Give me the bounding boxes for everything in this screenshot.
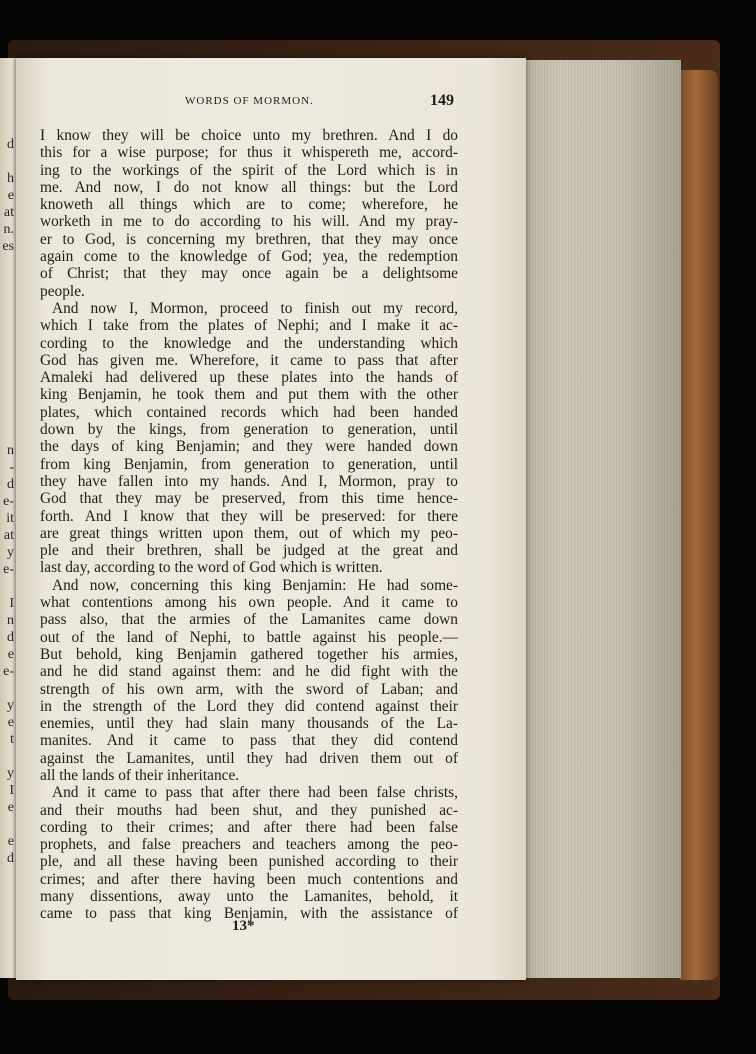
- facing-page-fragment: d: [7, 851, 14, 866]
- facing-page-fragment: [0, 680, 14, 697]
- facing-page-fragment: [0, 408, 14, 425]
- page-block-edge: [522, 60, 681, 978]
- running-head: WORDS OF MORMON.: [185, 95, 314, 107]
- text-line: knoweth all things which are to come; wherefore, he: [40, 196, 458, 214]
- text-line: cording to the knowledge and the understanding which: [40, 334, 458, 352]
- facing-page-fragment: t: [10, 732, 14, 747]
- text-line: again come to the knowledge of God; yea, the redemption: [40, 248, 458, 266]
- text-line: the days of king Benjamin; and they were handed down: [40, 438, 458, 456]
- text-line: God that they may be preserved, from this time hence-: [40, 490, 458, 508]
- facing-page-fragment: [0, 323, 14, 340]
- facing-page-fragment: e: [7, 715, 14, 730]
- text-line: and their mouths had been shut, and they punished ac-: [40, 801, 458, 819]
- text-line: which I take from the plates of Nephi; and I make it ac-: [40, 317, 458, 335]
- text-line: But behold, king Benjamin gathered together his armies,: [40, 645, 458, 663]
- facing-page-fragment: e: [7, 647, 14, 662]
- text-line: I know they will be choice unto my brethren. And I do: [40, 127, 458, 144]
- text-line: pass also, that the armies of the Lamanites came down: [40, 611, 458, 629]
- text-line: God has given me. Wherefore, it came to pass that after: [40, 351, 458, 369]
- text-line: from king Benjamin, from generation to generation, until: [40, 455, 458, 473]
- facing-page-fragments: [0, 136, 14, 867]
- facing-page-fragment: at: [3, 528, 14, 543]
- text-line: in the strength of the Lord they did contend against their: [40, 697, 458, 715]
- text-line: against the Lamanites, until they had driven them out of: [40, 749, 458, 767]
- text-line: ing to the workings of the spirit of the Lord which is in: [40, 161, 458, 179]
- facing-page-fragment: es: [2, 239, 14, 254]
- text-line: all the lands of their inheritance.: [40, 766, 240, 784]
- facing-page-fragment: [0, 425, 14, 442]
- text-line: And it came to pass that after there had been false christs,: [52, 784, 458, 802]
- facing-page-fragment: [0, 578, 14, 595]
- text-line: worketh in me to do according to his will. And my pray-: [40, 213, 458, 231]
- signature-mark: 13*: [232, 918, 255, 934]
- text-line: last day, according to the word of God which is written.: [40, 559, 383, 577]
- text-line: cording to their crimes; and after there had been false: [40, 818, 458, 836]
- text-line: many dissentions, away unto the Lamanites, behold, it: [40, 888, 458, 906]
- text-line: Amaleki had delivered up these plates into the hands of: [40, 369, 458, 387]
- facing-page-fragment: e: [7, 188, 14, 203]
- facing-page-fragment: [0, 357, 14, 374]
- text-line: forth. And I know that they will be preserved: for there: [40, 507, 458, 525]
- facing-page-fragment: n: [7, 613, 14, 628]
- facing-page-fragment: [0, 748, 14, 765]
- facing-page-fragment: [0, 289, 14, 306]
- facing-page-fragment: [0, 816, 14, 833]
- facing-page-fragment: [0, 306, 14, 323]
- facing-page-fragment: d: [7, 477, 14, 492]
- text-line: down by the kings, from generation to generation, until: [40, 421, 458, 439]
- text-line: enemies, until they had slain many thousands of the La-: [40, 715, 458, 733]
- facing-page-fragment: y: [7, 545, 14, 560]
- facing-page-fragment: I: [9, 596, 14, 611]
- text-line: they have fallen into my hands. And I, Mormon, pray to: [40, 472, 458, 490]
- text-line: And now I, Mormon, proceed to finish out my record,: [52, 299, 458, 317]
- facing-page-fragment: e: [7, 834, 14, 849]
- facing-page-fragment: y: [7, 766, 14, 781]
- text-line: crimes; and after there having been much contentions and: [40, 870, 458, 888]
- facing-page-fragment: e-: [3, 664, 14, 679]
- text-line: me. And now, I do not know all things: but the Lord: [40, 178, 458, 196]
- text-line: of Christ; that they may once again be a delightsome: [40, 265, 458, 283]
- page-number: 149: [430, 92, 454, 109]
- text-line: ple, and all these having been punished according to their: [40, 853, 458, 871]
- facing-page-fragment: e-: [3, 562, 14, 577]
- text-line: prophets, and false preachers and teachers among the peo-: [40, 836, 458, 854]
- body-text: [40, 127, 458, 923]
- facing-page-fragment: e-: [3, 494, 14, 509]
- text-line: manites. And it came to pass that they did contend: [40, 732, 458, 750]
- facing-page-fragment: [0, 255, 14, 272]
- facing-page-fragment: h: [7, 171, 14, 186]
- facing-page-fragment: n.: [3, 222, 14, 237]
- facing-page-fragment: -: [9, 460, 14, 475]
- text-line: king Benjamin, he took them and put them with the other: [40, 386, 458, 404]
- facing-page-fragment: [0, 153, 14, 170]
- facing-page-fragment: at: [3, 205, 14, 220]
- text-line: plates, which contained records which had been handed: [40, 403, 458, 421]
- text-line: ple and their brethren, shall be judged at the great and: [40, 542, 458, 560]
- facing-page-fragment: it: [6, 511, 14, 526]
- text-line: are great things written upon them, out of which my peo-: [40, 524, 458, 542]
- text-line: people.: [40, 282, 85, 300]
- facing-page-fragment: d: [7, 630, 14, 645]
- facing-page-fragment: I: [9, 783, 14, 798]
- facing-page-fragment: n: [7, 443, 14, 458]
- book-back-edge: [680, 70, 718, 980]
- facing-page-fragment: [0, 391, 14, 408]
- text-line: out of the land of Nephi, to battle against his people.—: [40, 628, 458, 646]
- facing-page-fragment: y: [7, 698, 14, 713]
- text-line: this for a wise purpose; for thus it whispereth me, accord-: [40, 144, 458, 162]
- facing-page-fragment: [0, 272, 14, 289]
- text-line: came to pass that king Benjamin, with the assistance of: [40, 905, 458, 923]
- facing-page-fragment: d: [7, 137, 14, 152]
- text-line: And now, concerning this king Benjamin: He had some-: [52, 576, 458, 594]
- text-line: strength of his own arm, with the sword of Laban; and: [40, 680, 458, 698]
- text-line: er to God, is concerning my brethren, that they may once: [40, 230, 458, 248]
- text-line: what contentions among his own people. And it came to: [40, 594, 458, 612]
- facing-page-fragment: [0, 340, 14, 357]
- facing-page-fragment: [0, 374, 14, 391]
- facing-page-fragment: e: [7, 800, 14, 815]
- text-line: and he did stand against them: and he did fight with the: [40, 663, 458, 681]
